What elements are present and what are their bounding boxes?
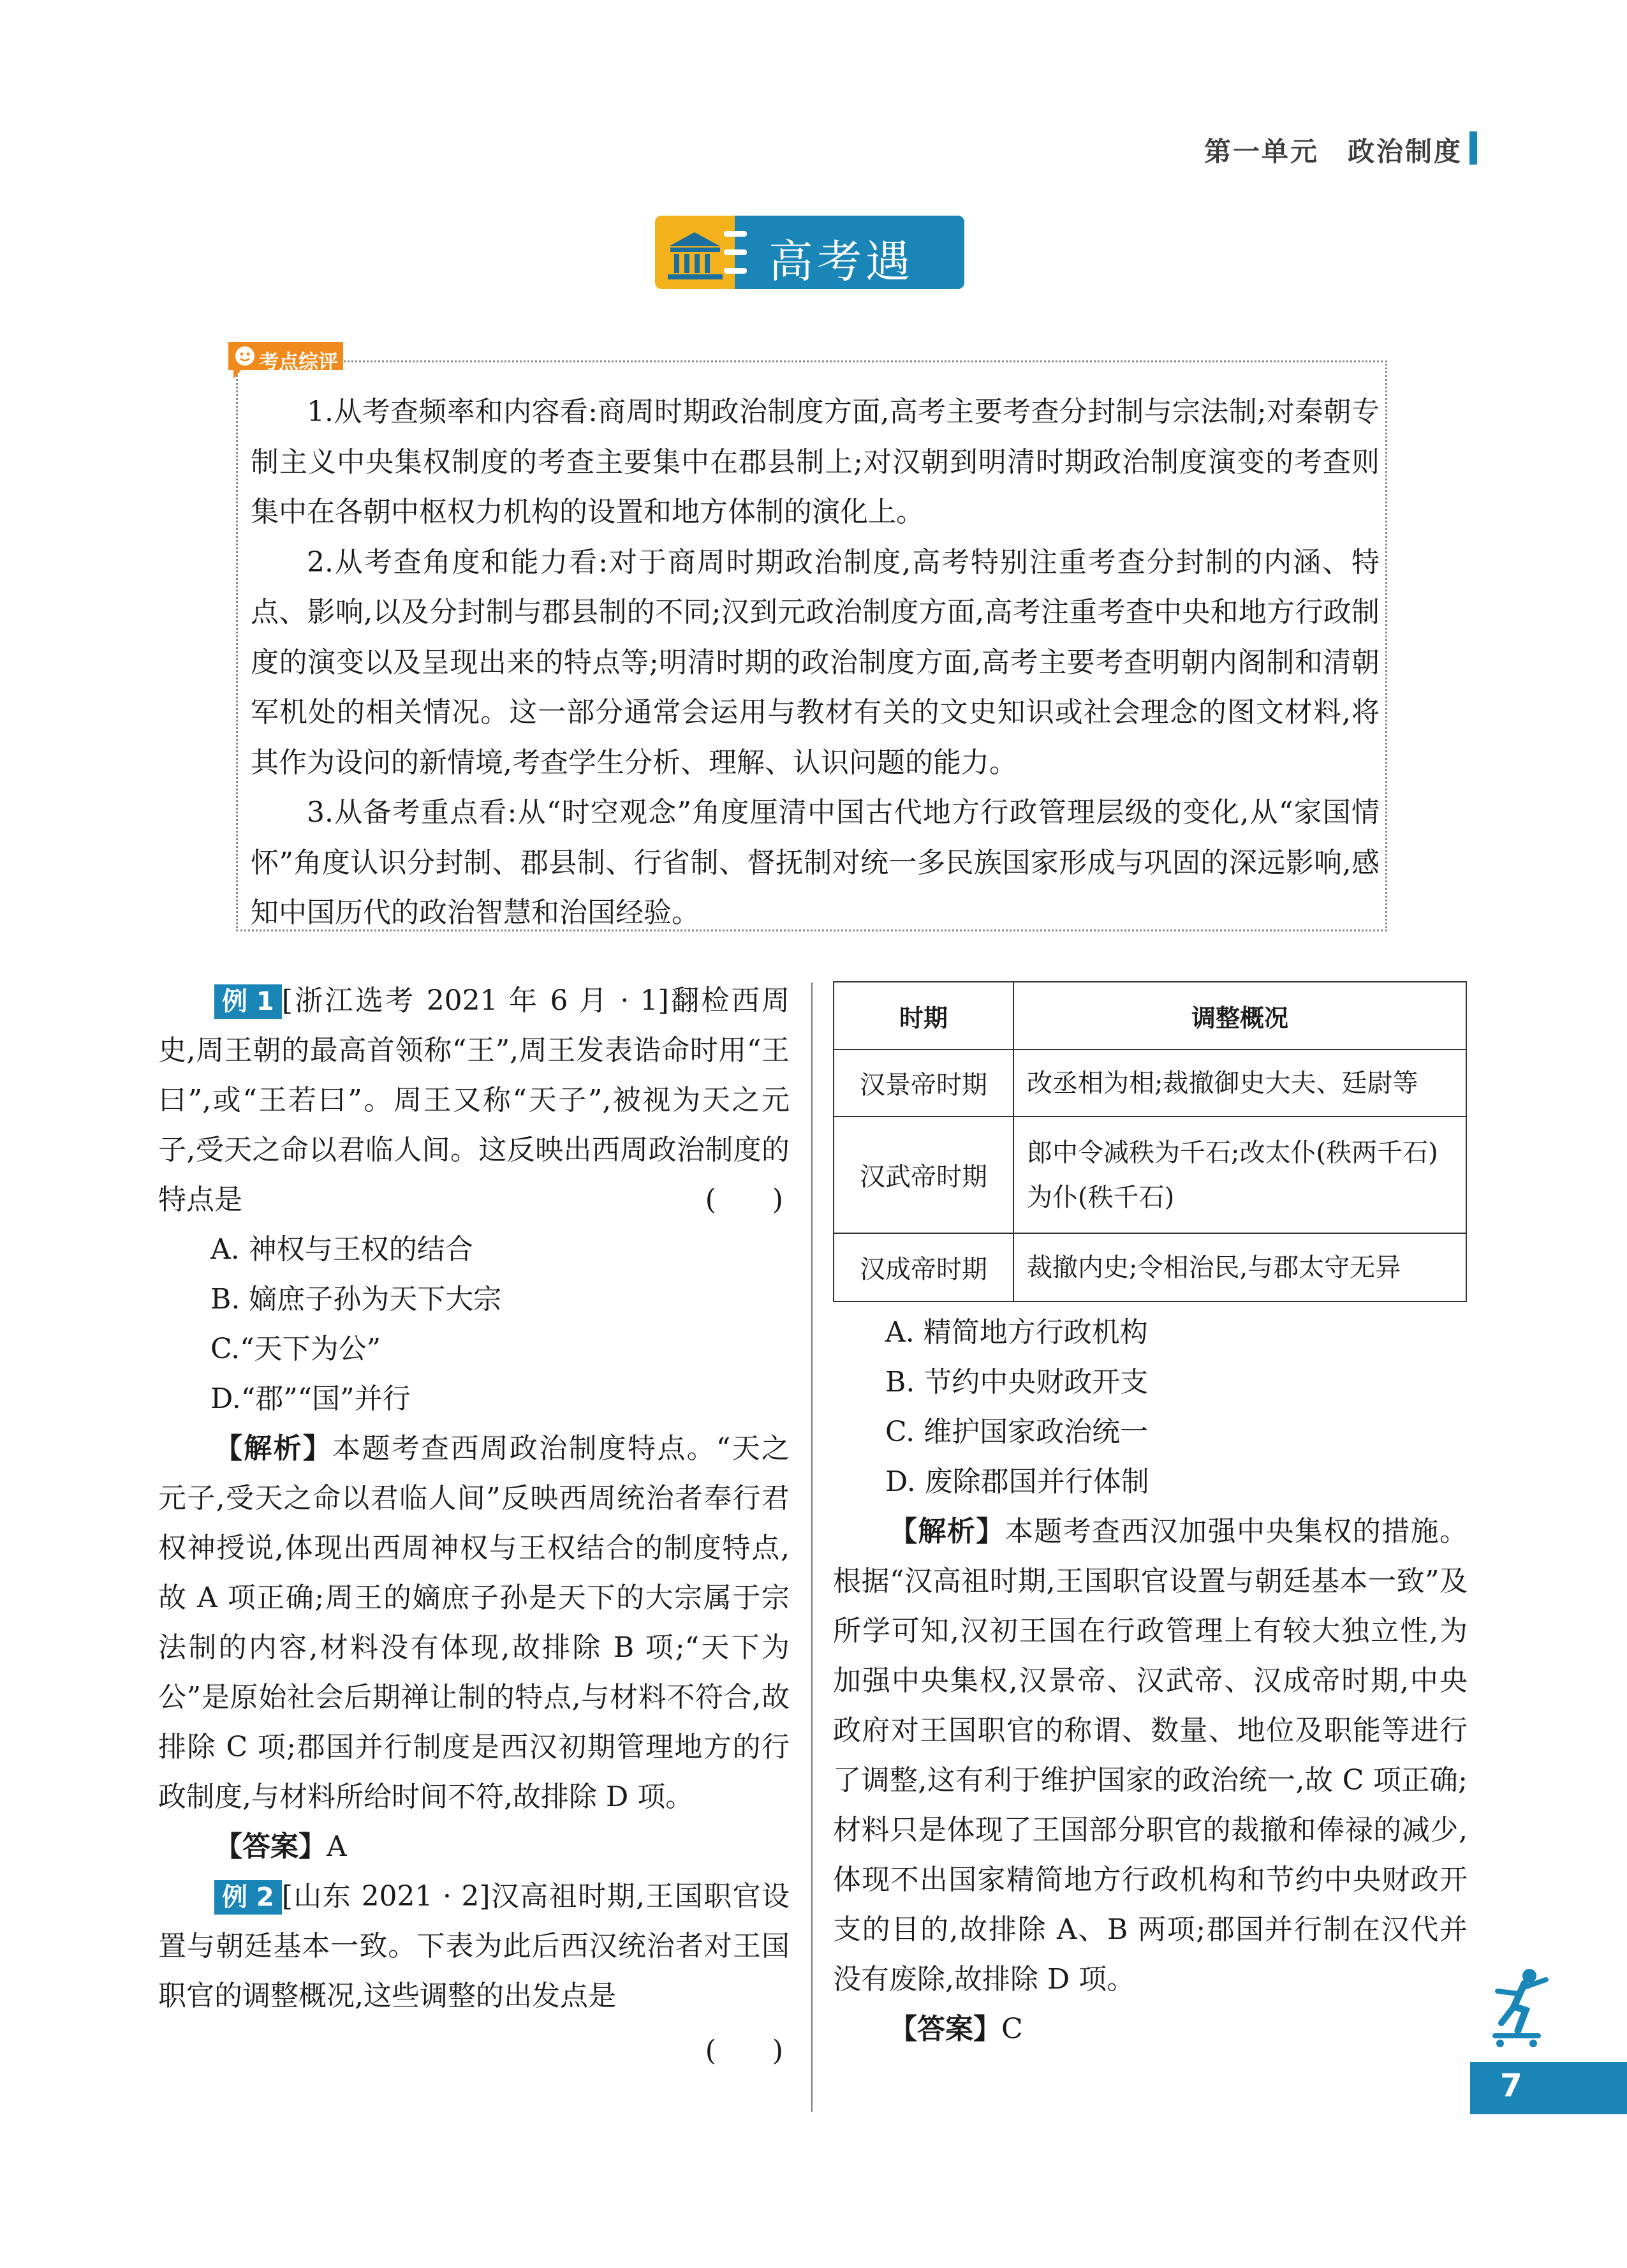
skateboarder-icon [1480,1962,1563,2057]
banner-title: 高考遇 [769,235,914,288]
example-1-stem [158,976,790,1225]
example-1-option-c: C.“天下为公” [210,1333,381,1365]
table-cell-period: 汉景帝时期 [834,1049,1013,1116]
example-2-option-b: B. 节约中央财政开支 [885,1366,1149,1398]
example-1-option-a: A. 神权与王权的结合 [210,1233,473,1266]
table-cell-period: 汉武帝时期 [834,1116,1013,1233]
unit-title: 第一单元 政治制度 [1204,136,1462,167]
example-1-analysis-label: 【解析】 [214,1432,333,1465]
example-2-stem-text: [山东 2021 · 2]汉高祖时期,王国职官设置与朝廷基本一致。下表为此后西汉统治者对王国职官的调整概况,这些调整的出发点是 [158,1880,790,2012]
example-2-option-d: D. 废除郡国并行体制 [885,1465,1149,1498]
example-2-analysis-label: 【解析】 [889,1515,1005,1548]
example-2-answer-label: 【答案】 [889,2013,1001,2045]
summary-paragraph-1: 1.从考查频率和内容看:商周时期政治制度方面,高考主要考查分封制与宗法制;对秦朝专制主义中央集权制度的考查主要集中在郡县制上;对汉朝到明清时期政治制度演变的考查则集中在各朝中枢权力机构的设置和地方体制的演化上。 [251,396,1380,528]
table-row [834,1049,1466,1116]
example-1-answer-text: A [327,1830,347,1863]
example-1-option-b: B. 嫡庶子孙为天下大宗 [210,1283,502,1316]
table-cell-overview: 裁撤内史;令相治民,与郡太守无异 [1013,1233,1466,1301]
example-2-analysis [833,1507,1468,2005]
table-header-overview: 调整概况 [1013,982,1466,1049]
example-2-analysis-text: 本题考查西汉加强中央集权的措施。根据“汉高祖时期,王国职官设置与朝廷基本一致”及所学可知,汉初王国在行政管理上有较大独立性,为加强中央集权,汉景帝、汉武帝、汉成帝时期,中央政府对王国职官的称谓、数量、地位及职能等进行了调整,这有利于维护国家的政治统一,故 C 项正确;材料只是体现了王国部分职官的裁撤和俸禄的减少,体现不出国家精简地方行政机构和节约中央财政开支的目的,故排除 A、B 两项;郡国并行制在汉代并没有废除,故排除 D 项。 [833,1515,1468,1996]
summary-paragraph-2: 2.从考查角度和能力看:对于商周时期政治制度,高考特别注重考查分封制的内涵、特点、影响,以及分封制与郡县制的不同;汉到元政治制度方面,高考注重考查中央和地方行政制度的演变以及呈现出来的特点等;明清时期的政治制度方面,高考主要考查明朝内阁制和清朝军机处的相关情况。这一部分通常会运用与教材有关的文史知识或社会理念的图文材料,将其作为设问的新情境,考查学生分析、理解、认识问题的能力。 [251,545,1380,779]
adjustment-table [833,981,1467,1302]
column-divider [811,982,813,2112]
example-2-badge: 例 2 [214,1880,282,1915]
example-1-stem-text: [浙江选考 2021 年 6 月 · 1]翻检西周史,周王朝的最高首领称“王”,周王发表诰命时用“王曰”,或“王若曰”。周王又称“天子”,被视为天之元子,受天之命以君临人间。这反映出西周政治制度的特点是 [158,984,790,1216]
right-column [833,1308,1468,2054]
example-2-option-c: C. 维护国家政治统一 [885,1416,1149,1448]
left-column [158,976,790,2076]
summary-tag-label: 考点综评 [259,351,338,374]
example-2-answer-text: C [1001,2013,1023,2045]
table-header-row [834,982,1466,1049]
summary-text [251,387,1380,938]
summary-tag [222,337,350,382]
example-1-bracket: ( ) [705,1183,783,1216]
table-row [834,1116,1466,1233]
table-cell-period: 汉成帝时期 [834,1233,1013,1301]
page-number: 7 [1500,2067,1522,2104]
page-number-tab [1470,2062,1627,2114]
example-2-stem [158,1872,790,2021]
table-row [834,1233,1466,1301]
example-1-answer-label: 【答案】 [214,1830,327,1863]
example-2-option-a: A. 精简地方行政机构 [885,1316,1148,1349]
unit-title-bar [1469,131,1477,165]
example-1-option-d: D.“郡”“国”并行 [210,1382,411,1415]
summary-paragraph-3: 3.从备考重点看:从“时空观念”角度厘清中国古代地方行政管理层级的变化,从“家国情怀”角度认识分封制、郡县制、行省制、督抚制对统一多民族国家形成与巩固的深远影响,感知中国历代的政治智慧和治国经验。 [251,796,1380,929]
section-banner [655,216,964,289]
example-2-bracket: ( ) [705,2035,783,2067]
example-2-answer [833,2005,1468,2054]
example-1-badge: 例 1 [214,984,282,1019]
binder-rings-icon [721,222,749,283]
example-1-analysis-text: 本题考查西周政治制度特点。“天之元子,受天之命以君临人间”反映西周统治者奉行君权神授说,体现出西周神权与王权结合的制度特点,故 A 项正确;周王的嫡庶子孙是天下的大宗属于宗法制的内容,材料没有体现,故排除 B 项;“天下为公”是原始社会后期禅让制的特点,与材料不符合,故排除 C 项;郡国并行制度是西汉初期管理地方的行政制度,与材料所给时间不符,故排除 D 项。 [158,1432,790,1813]
table-cell-overview: 郎中令减秩为千石;改太仆(秩两千石)为仆(秩千石) [1013,1116,1466,1233]
table-header-period: 时期 [834,982,1013,1049]
table-cell-overview: 改丞相为相;裁撤御史大夫、廷尉等 [1013,1049,1466,1116]
example-1-analysis [158,1424,790,1822]
example-1-answer [158,1822,790,1872]
